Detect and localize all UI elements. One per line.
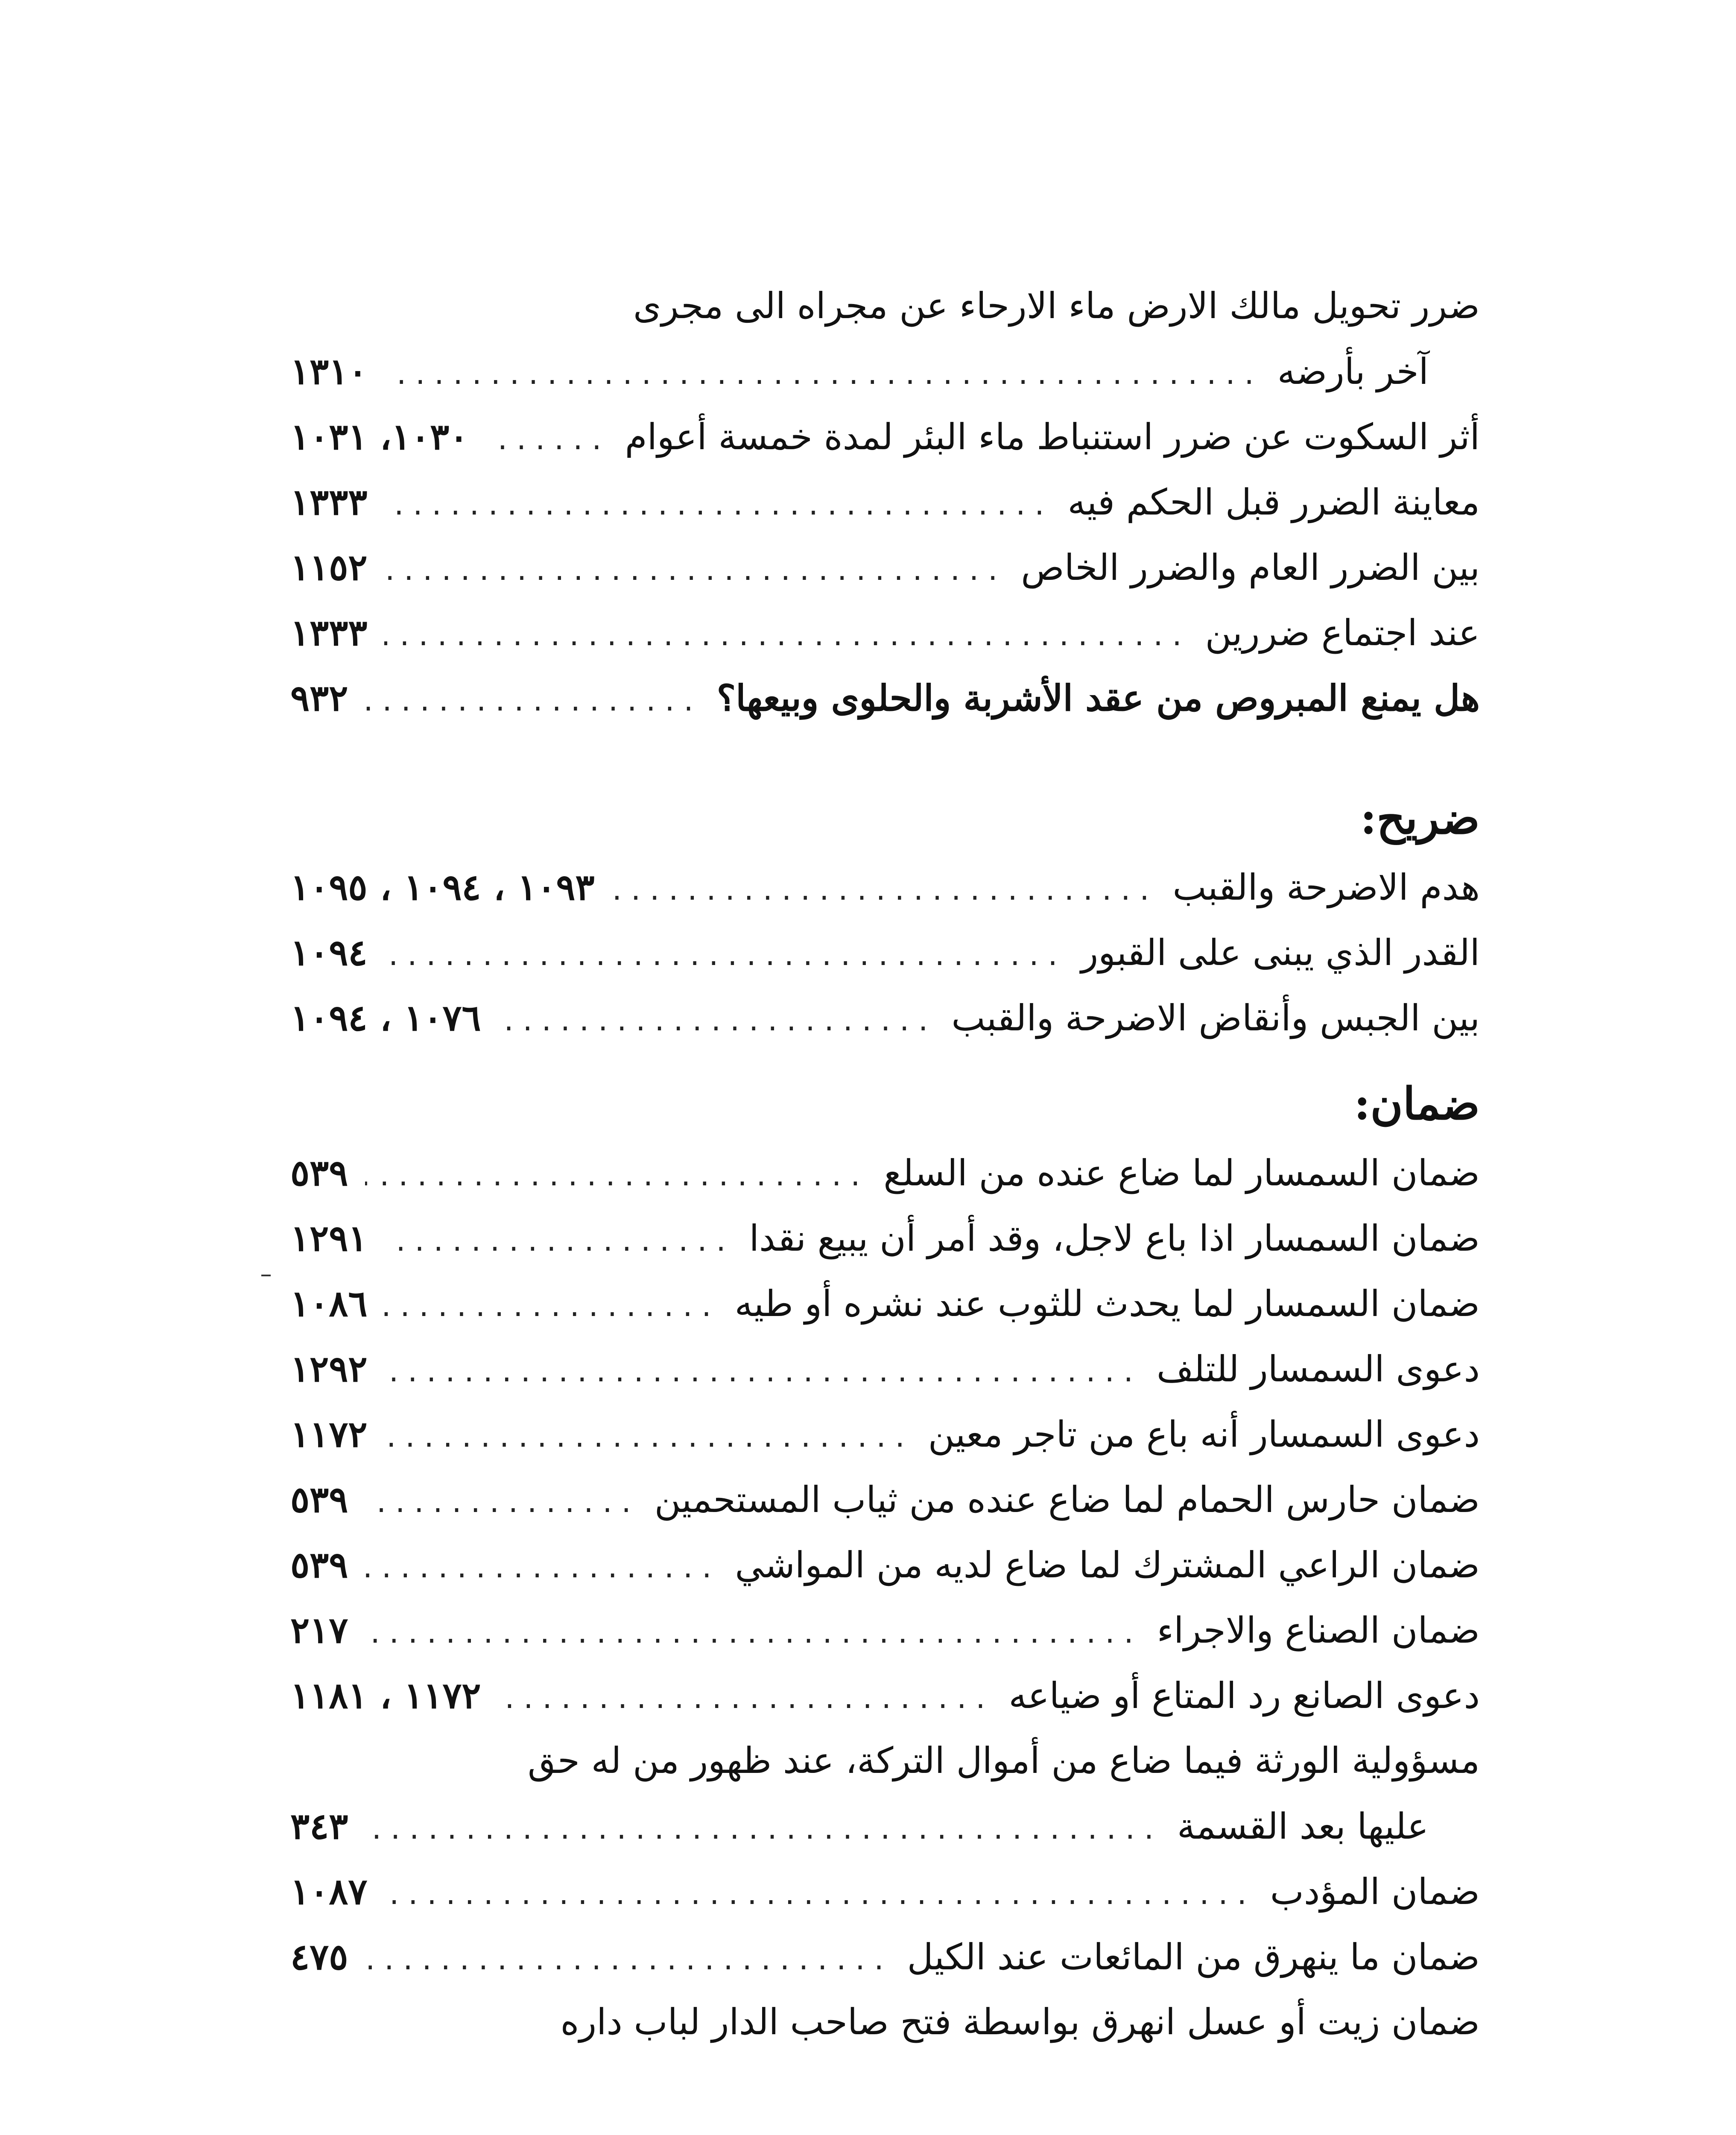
dot-leader [365,670,699,735]
entry-text: عليها بعد القسمة [1177,1805,1429,1847]
page-reference: ٢١٧ [290,1609,348,1651]
entry-text: ضمان حارس الحمام لما ضاع عنده من ثياب المستحمين [654,1479,1480,1521]
index-entry [290,1859,1480,1924]
dot-leader [384,924,1064,989]
dot-leader [612,859,1156,924]
page-reference: ١٢٩٢ [290,1348,368,1390]
index-entry [290,404,1480,469]
index-entry [290,1793,1480,1859]
entry-text: آخر بأرضه [1277,351,1429,392]
dot-leader [365,1602,1140,1667]
dot-leader [384,1340,1139,1406]
dot-leader [384,343,1260,408]
entry-text: دعوى السمسار أنه باع من تاجر معين [928,1413,1480,1455]
entry-text: ضمان زيت أو عسل انهرق بواسطة فتح صاحب الدار لباب داره [560,2001,1480,2043]
dot-leader [384,539,1004,604]
index-entry [290,469,1480,535]
page-reference: ١٣١٠ [290,350,368,392]
dot-leader [384,1210,732,1275]
index-entry [290,1205,1480,1271]
entry-text: بين الجبس وأنقاض الاضرحة والقبب [951,997,1480,1039]
dot-leader [384,1863,1253,1928]
margin-mark [261,1275,271,1276]
entry-text: القدر الذي يبنى على القبور [1081,932,1480,974]
entry-text: ضمان المؤدب [1270,1871,1480,1913]
page-reference: ٤٧٥ [290,1936,348,1978]
page-reference: ١٠٨٦ [290,1282,368,1325]
page-reference: ٥٣٩ [290,1478,348,1521]
index-content [290,273,1480,2055]
page-reference: ١٠٨٧ [290,1870,368,1913]
page-reference: ١١٥٢ [290,546,368,588]
page-reference: ١٠٩٣ ، ١٠٩٤ ، ١٠٩٥ [290,866,595,908]
entry-text: ضمان السمسار لما يحدث للثوب عند نشره أو طيه [734,1283,1480,1325]
index-entry [290,535,1480,600]
index-entry-line [290,1728,1480,1793]
index-entry-line [290,1989,1480,2055]
index-entry [290,920,1480,985]
entry-text: أثر السكوت عن ضرر استنباط ماء البئر لمدة خمسة أعوام [625,416,1480,458]
page-reference: ١٣٣٣ [290,611,368,654]
page-reference: ١١٧٢ [290,1413,368,1455]
index-entry [290,1467,1480,1532]
entry-text: ضمان ما ينهرق من المائعات عند الكيل [907,1936,1480,1978]
dot-leader [365,1471,637,1536]
index-entry [290,339,1480,404]
index-entry [290,1597,1480,1663]
entry-text: ضمان الراعي المشترك لما ضاع لديه من المواشي [735,1544,1480,1586]
entry-text: معاينة الضرر قبل الحكم فيه [1067,481,1480,523]
dot-leader [384,604,1188,670]
dot-leader [485,408,608,474]
index-entry [290,1271,1480,1336]
entry-text: ضرر تحويل مالك الارض ماء الارحاء عن مجراه الى مجرى [633,285,1480,327]
page-reference: ١٠٣٠، ١٠٣١ [290,415,469,458]
index-entry [290,600,1480,665]
dot-leader [498,1667,992,1732]
index-entry [290,854,1480,920]
section-heading: ضريح: [1360,792,1480,844]
dot-leader [365,1144,866,1210]
index-entry [290,1663,1480,1728]
entry-text: عند اجتماع ضررين [1205,612,1480,654]
section-heading: ضمان: [1354,1077,1480,1130]
page-reference: ٥٣٩ [290,1152,348,1194]
entry-text: دعوى الصانع رد المتاع أو ضياعه [1008,1675,1480,1717]
page-reference: ١٢٩١ [290,1217,368,1259]
page-reference: ٩٣٢ [290,677,348,719]
index-entry-line [290,273,1480,339]
index-entry [290,985,1480,1050]
dot-leader [384,1275,717,1340]
page-reference: ٥٣٩ [290,1544,348,1586]
entry-text: هل يمنع المبروص من عقد الأشربة والحلوى وبيعها؟ [716,677,1480,719]
dot-leader [384,1406,911,1471]
entry-text: ضمان السمسار لما ضاع عنده من السلع [883,1152,1480,1194]
dot-leader [365,1928,890,1994]
dot-leader [365,1536,718,1602]
entry-text: مسؤولية الورثة فيما ضاع من أموال التركة، عند ظهور من له حق [527,1740,1480,1781]
page-reference: ١١٧٢ ، ١١٨١ [290,1674,481,1717]
index-entry [290,1140,1480,1205]
page-reference: ١٠٧٦ ، ١٠٩٤ [290,997,481,1039]
index-entry [290,665,1480,731]
index-entry [290,1401,1480,1467]
page-reference: ١٠٩٤ [290,931,368,974]
entry-text: دعوى السمسار للتلف [1156,1348,1480,1390]
entry-text: بين الضرر العام والضرر الخاص [1021,547,1480,588]
page-reference: ٣٤٣ [290,1805,348,1847]
dot-leader [498,989,935,1055]
page-reference: ١٣٣٣ [290,481,368,523]
entry-text: ضمان الصناع والاجراء [1157,1609,1480,1651]
dot-leader [365,1798,1160,1863]
index-entry [290,1532,1480,1597]
index-entry [290,1336,1480,1401]
dot-leader [384,474,1050,539]
index-entry [290,1924,1480,1989]
entry-text: هدم الاضرحة والقبب [1172,866,1480,908]
entry-text: ضمان السمسار اذا باع لاجل، وقد أمر أن يبيع نقدا [749,1217,1480,1259]
